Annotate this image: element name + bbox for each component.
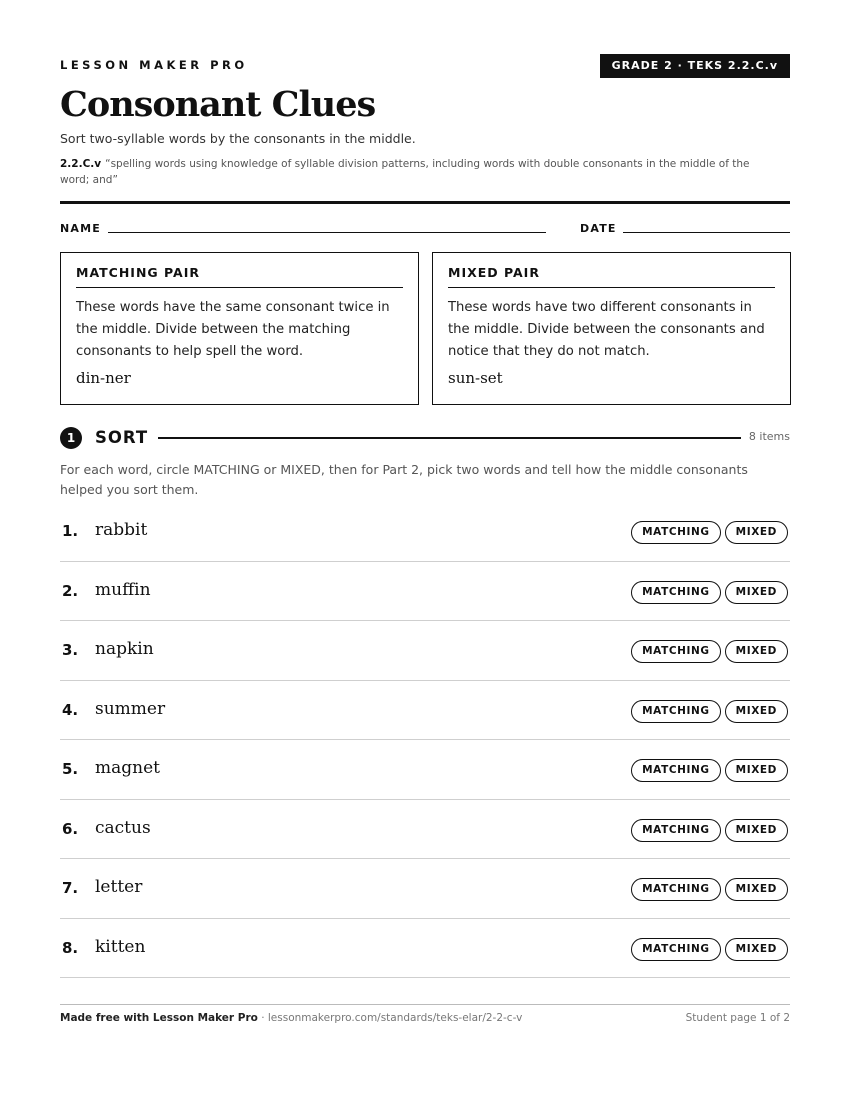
section-divider <box>158 437 741 439</box>
item-number: 4. <box>62 700 79 719</box>
name-label: NAME <box>60 222 101 235</box>
list-item <box>60 859 790 919</box>
matching-choice[interactable]: MATCHING <box>631 878 721 901</box>
footer-credit <box>60 1012 522 1024</box>
choice-group <box>627 758 788 782</box>
item-count: 8 items <box>748 430 790 443</box>
footer-page-number: Student page 1 of 2 <box>685 1012 790 1024</box>
item-word: letter <box>95 877 143 897</box>
worksheet-page <box>60 0 790 1100</box>
list-item <box>60 740 790 800</box>
mixed-choice[interactable]: MIXED <box>725 878 788 901</box>
standard-code: 2.2.C.v <box>60 158 102 170</box>
date-field[interactable] <box>623 232 790 233</box>
matching-choice[interactable]: MATCHING <box>631 759 721 782</box>
box-heading: MIXED PAIR <box>448 265 775 288</box>
item-word: rabbit <box>95 520 148 540</box>
choice-group <box>627 877 788 901</box>
list-item <box>60 681 790 741</box>
choice-group <box>627 639 788 663</box>
standard-text <box>60 156 780 188</box>
items-list <box>60 502 790 978</box>
list-item <box>60 502 790 562</box>
mixed-choice[interactable]: MIXED <box>725 581 788 604</box>
item-number: 5. <box>62 760 79 778</box>
footer-divider <box>60 1004 790 1005</box>
matching-choice[interactable]: MATCHING <box>631 938 721 961</box>
box-heading: MATCHING PAIR <box>76 265 403 288</box>
mixed-choice[interactable]: MIXED <box>725 700 788 723</box>
item-word: magnet <box>95 758 160 778</box>
page-title: Consonant Clues <box>60 84 376 125</box>
item-number: 1. <box>62 522 79 540</box>
brand-name: LESSON MAKER PRO <box>60 58 248 72</box>
matching-choice[interactable]: MATCHING <box>631 640 721 663</box>
mixed-choice[interactable]: MIXED <box>725 521 788 544</box>
header-divider <box>60 201 790 204</box>
item-word: napkin <box>95 639 154 659</box>
mixed-choice[interactable]: MIXED <box>725 640 788 663</box>
item-word: kitten <box>95 936 146 957</box>
mixed-choice[interactable]: MIXED <box>725 759 788 782</box>
mixed-choice[interactable]: MIXED <box>725 819 788 842</box>
choice-group <box>627 818 788 842</box>
list-item <box>60 800 790 860</box>
instructions: For each word, circle MATCHING or MIXED, then for Part 2, pick two words and tell how the middle consonants helped you sort them. <box>60 462 748 497</box>
list-item <box>60 562 790 622</box>
box-body: These words have two different consonants in the middle. Divide between the consonants and notice that they do not match. <box>448 300 765 359</box>
mixed-pair-box <box>432 252 791 405</box>
matching-choice[interactable]: MATCHING <box>631 521 721 544</box>
matching-choice[interactable]: MATCHING <box>631 581 721 604</box>
list-item <box>60 919 790 979</box>
section-title: SORT <box>95 428 149 447</box>
item-number: 8. <box>62 938 79 957</box>
mixed-choice[interactable]: MIXED <box>725 938 788 961</box>
item-number: 6. <box>62 819 79 838</box>
box-example: sun-set <box>448 369 503 387</box>
item-word: summer <box>95 698 166 719</box>
matching-choice[interactable]: MATCHING <box>631 700 721 723</box>
choice-group <box>627 937 788 961</box>
item-word: cactus <box>95 817 151 838</box>
name-field[interactable] <box>108 232 546 233</box>
box-body: These words have the same consonant twice in the middle. Divide between the matching consonants to help spell the word. <box>76 300 390 359</box>
page-subtitle: Sort two-syllable words by the consonants in the middle. <box>60 131 416 146</box>
footer-made: Made free with Lesson Maker Pro <box>60 1012 258 1024</box>
list-item <box>60 621 790 681</box>
item-number: 7. <box>62 879 79 897</box>
standard-description: “spelling words using knowledge of syllable division patterns, including words with double consonants in the middle of the word; and” <box>60 158 750 186</box>
choice-group <box>627 699 788 723</box>
item-number: 3. <box>62 641 79 659</box>
grade-badge: GRADE 2 · TEKS 2.2.C.v <box>600 54 790 78</box>
footer-url: · lessonmakerpro.com/standards/teks-elar/2-2-c-v <box>257 1012 523 1024</box>
choice-group <box>627 580 788 604</box>
date-label: DATE <box>580 222 617 235</box>
box-example: din-ner <box>76 369 131 387</box>
matching-pair-box <box>60 252 419 405</box>
item-number: 2. <box>62 581 79 600</box>
choice-group <box>627 520 788 544</box>
section-number: 1 <box>60 427 82 449</box>
matching-choice[interactable]: MATCHING <box>631 819 721 842</box>
item-word: muffin <box>95 579 151 600</box>
